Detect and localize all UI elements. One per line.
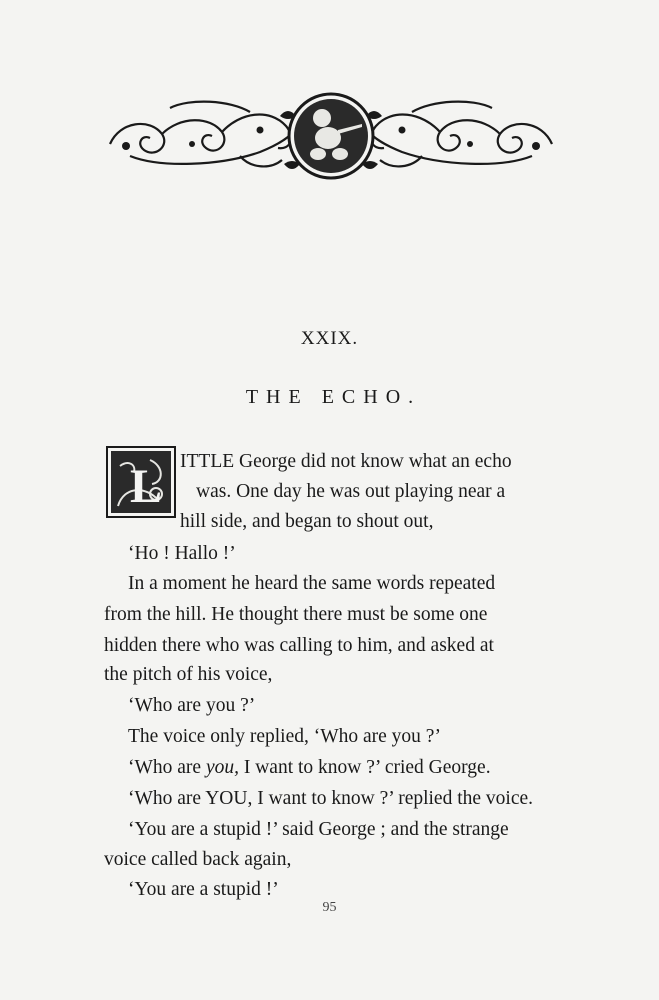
page-number: 95 xyxy=(322,900,337,915)
chapter-number: XXIX. xyxy=(300,328,359,349)
text-line-12: ‘Who are YOU, I want to know ?’ replied the voice. xyxy=(128,788,534,809)
text-line-2: was. One day he was out playing near a xyxy=(196,481,506,502)
drop-cap xyxy=(106,446,176,518)
drop-cap-letter: L xyxy=(130,460,163,513)
text-segment: ‘Who are xyxy=(128,757,206,778)
text-line-7: hidden there who was calling to him, and asked at xyxy=(104,635,494,656)
headpiece-ornament xyxy=(100,86,562,186)
text-line-9: ‘Who are you ?’ xyxy=(128,695,256,716)
text-line-11 xyxy=(128,756,491,780)
text-line-4: ‘Ho ! Hallo !’ xyxy=(128,543,236,564)
text-line-15: ‘You are a stupid !’ xyxy=(128,879,279,900)
text-line-3: hill side, and began to shout out, xyxy=(180,511,434,532)
chapter-title: THE ECHO. xyxy=(245,386,422,408)
text-line-5: In a moment he heard the same words repeated xyxy=(128,573,496,594)
text-line-13: ‘You are a stupid !’ said George ; and the strange xyxy=(128,819,509,840)
text-line-10: The voice only replied, ‘Who are you ?’ xyxy=(128,726,441,747)
text-line-8: the pitch of his voice, xyxy=(104,664,273,685)
text-line-1: ITTLE George did not know what an echo xyxy=(180,451,512,472)
text-segment: I want to know ?’ cried George. xyxy=(238,757,491,778)
text-line-14: voice called back again, xyxy=(104,849,292,870)
text-line-6: from the hill. He thought there must be some one xyxy=(104,604,488,625)
emphasized-word: you, xyxy=(205,757,239,778)
